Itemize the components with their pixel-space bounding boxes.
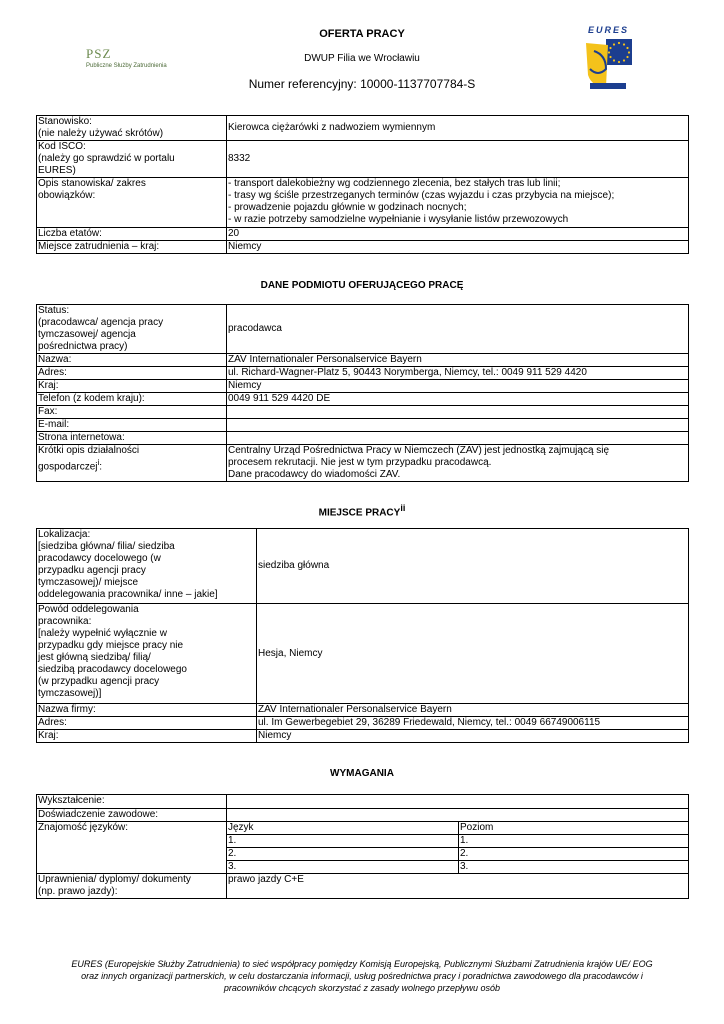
psz-logo bbox=[86, 46, 167, 69]
activity-value: Centralny Urząd Pośrednictwa Pracy w Niemczech (ZAV) jest jednostką zajmującą się procesem rekrutacji. Nie jest w tym przypadku pracodawcą. Dane pracodawcy do wiadomości ZAV. bbox=[227, 445, 689, 482]
level-row: 2. bbox=[459, 848, 689, 861]
footnote-ref: i bbox=[97, 458, 100, 467]
reference-number: Numer referencyjny: 10000-1137707784-S bbox=[248, 77, 476, 91]
address-value: ul. Im Gewerbegebiet 29, 36289 Friedewald, Niemcy, tel.: 0049 66749006115 bbox=[257, 717, 689, 730]
email-label: E-mail: bbox=[37, 419, 227, 432]
address-label: Adres: bbox=[37, 717, 257, 730]
duty-line: - trasy wg ściśle przestrzeganych terminów (czas wyjazdu i czas przybycia na miejsce); bbox=[228, 190, 615, 201]
language-row: 2. bbox=[227, 848, 459, 861]
status-value: pracodawca bbox=[227, 305, 689, 354]
name-value: ZAV Internationaler Personalservice Bayern bbox=[227, 354, 689, 367]
languages-label: Znajomość języków: bbox=[37, 822, 227, 874]
country-label: Kraj: bbox=[37, 380, 227, 393]
country-value: Niemcy bbox=[227, 380, 689, 393]
country-value: Niemcy bbox=[257, 730, 689, 743]
isco-label: Kod ISCO: (należy go sprawdzić w portalu EURES) bbox=[37, 141, 227, 178]
language-column-header: Język bbox=[227, 822, 459, 835]
company-label: Nazwa firmy: bbox=[37, 704, 257, 717]
licenses-value: prawo jazdy C+E bbox=[227, 874, 689, 899]
licenses-label: Uprawnienia/ dyplomy/ dokumenty (np. prawo jazdy): bbox=[37, 874, 227, 899]
location-value: siedziba główna bbox=[257, 529, 689, 604]
phone-label: Telefon (z kodem kraju): bbox=[37, 393, 227, 406]
eures-emblem-icon bbox=[584, 25, 634, 93]
education-value bbox=[227, 795, 689, 809]
position-table bbox=[36, 115, 689, 254]
fax-label: Fax: bbox=[37, 406, 227, 419]
requirements-heading: WYMAGANIA bbox=[330, 768, 394, 779]
requirements-table bbox=[36, 794, 689, 899]
country-value: Niemcy bbox=[227, 241, 689, 254]
reason-label: Powód oddelegowania pracownika: [należy wypełnić wyłącznie w przypadku gdy miejsce pracy nie jest główną siedzibą/ filią/ siedzibą pracodawcy docelowego (w przypadku agencji pracy tymczasowej)] bbox=[37, 604, 257, 704]
status-label: Status: (pracodawca/ agencja pracy tymczasowej/ agencja pośrednictwa pracy) bbox=[37, 305, 227, 354]
address-label: Adres: bbox=[37, 367, 227, 380]
level-row: 3. bbox=[459, 861, 689, 874]
eures-logo-text: EURES bbox=[588, 25, 630, 35]
language-row: 3. bbox=[227, 861, 459, 874]
workplace-table bbox=[36, 528, 689, 743]
level-column-header: Poziom bbox=[459, 822, 689, 835]
name-label: Nazwa: bbox=[37, 354, 227, 367]
language-row: 1. bbox=[227, 835, 459, 848]
footer-note: EURES (Europejskie Służby Zatrudnienia) to sieć współpracy pomiędzy Komisją Europejską, Publicznymi Służbami Zatrudnienia krajów UE/ EOG oraz innych organizacji partnerskich, w celu dostarczania informacji, usług pośrednictwa pracy i poradnictwa zawodowego dla pracodawców i pracowników chcących skorzystać z zasady wolnego przepływu osób bbox=[71, 959, 653, 993]
psz-logo-abbr: PSZ bbox=[86, 46, 112, 61]
fax-value bbox=[227, 406, 689, 419]
eures-logo bbox=[584, 25, 634, 93]
jobs-value: 20 bbox=[227, 228, 689, 241]
duties-label: Opis stanowiska/ zakres obowiązków: bbox=[37, 178, 227, 228]
duty-line: - transport dalekobieżny wg codziennego zlecenia, bez stałych tras lub linii; bbox=[228, 178, 561, 189]
company-value: ZAV Internationaler Personalservice Bayern bbox=[257, 704, 689, 717]
phone-value: 0049 911 529 4420 DE bbox=[227, 393, 689, 406]
reason-value: Hesja, Niemcy bbox=[257, 604, 689, 704]
stanowisko-label: Stanowisko: (nie należy używać skrótów) bbox=[37, 116, 227, 141]
www-value bbox=[227, 432, 689, 445]
duties-value bbox=[227, 178, 689, 228]
country-label: Miejsce zatrudnienia – kraj: bbox=[37, 241, 227, 254]
www-label: Strona internetowa: bbox=[37, 432, 227, 445]
experience-label: Doświadczenie zawodowe: bbox=[37, 809, 227, 822]
stanowisko-value: Kierowca ciężarówki z nadwoziem wymiennym bbox=[227, 116, 689, 141]
email-value bbox=[227, 419, 689, 432]
workplace-heading: MIEJSCE PRACY$^{ii}$ bbox=[318, 503, 406, 519]
psz-logo-name: Publiczne Służby Zatrudnienia bbox=[86, 63, 167, 69]
footnote-ref: ii bbox=[400, 503, 406, 513]
location-label: Lokalizacja: [siedziba główna/ filia/ siedziba pracodawcy docelowego (w przypadku agencji pracy tymczasowej)/ miejsce oddelegowania pracownika/ inne – jakie] bbox=[37, 529, 257, 604]
isco-value: 8332 bbox=[227, 141, 689, 178]
duty-line: - w razie potrzeby samodzielne wypełnianie i wysyłanie listów przewozowych bbox=[228, 214, 569, 225]
document-title: OFERTA PRACY bbox=[319, 28, 405, 40]
activity-label: Krótki opis działalności gospodarczej$^i$: bbox=[37, 445, 227, 482]
country-label: Kraj: bbox=[37, 730, 257, 743]
employer-heading: DANE PODMIOTU OFERUJĄCEGO PRACĘ bbox=[260, 280, 464, 291]
address-value: ul. Richard-Wagner-Platz 5, 90443 Norymberga, Niemcy, tel.: 0049 911 529 4420 bbox=[227, 367, 689, 380]
level-row: 1. bbox=[459, 835, 689, 848]
education-label: Wykształcenie: bbox=[37, 795, 227, 809]
duty-line: - prowadzenie pojazdu głównie w godzinach nocnych; bbox=[228, 202, 467, 213]
branch-name: DWUP Filia we Wrocławiu bbox=[304, 53, 420, 64]
employer-table bbox=[36, 304, 689, 482]
jobs-label: Liczba etatów: bbox=[37, 228, 227, 241]
experience-value bbox=[227, 809, 689, 822]
